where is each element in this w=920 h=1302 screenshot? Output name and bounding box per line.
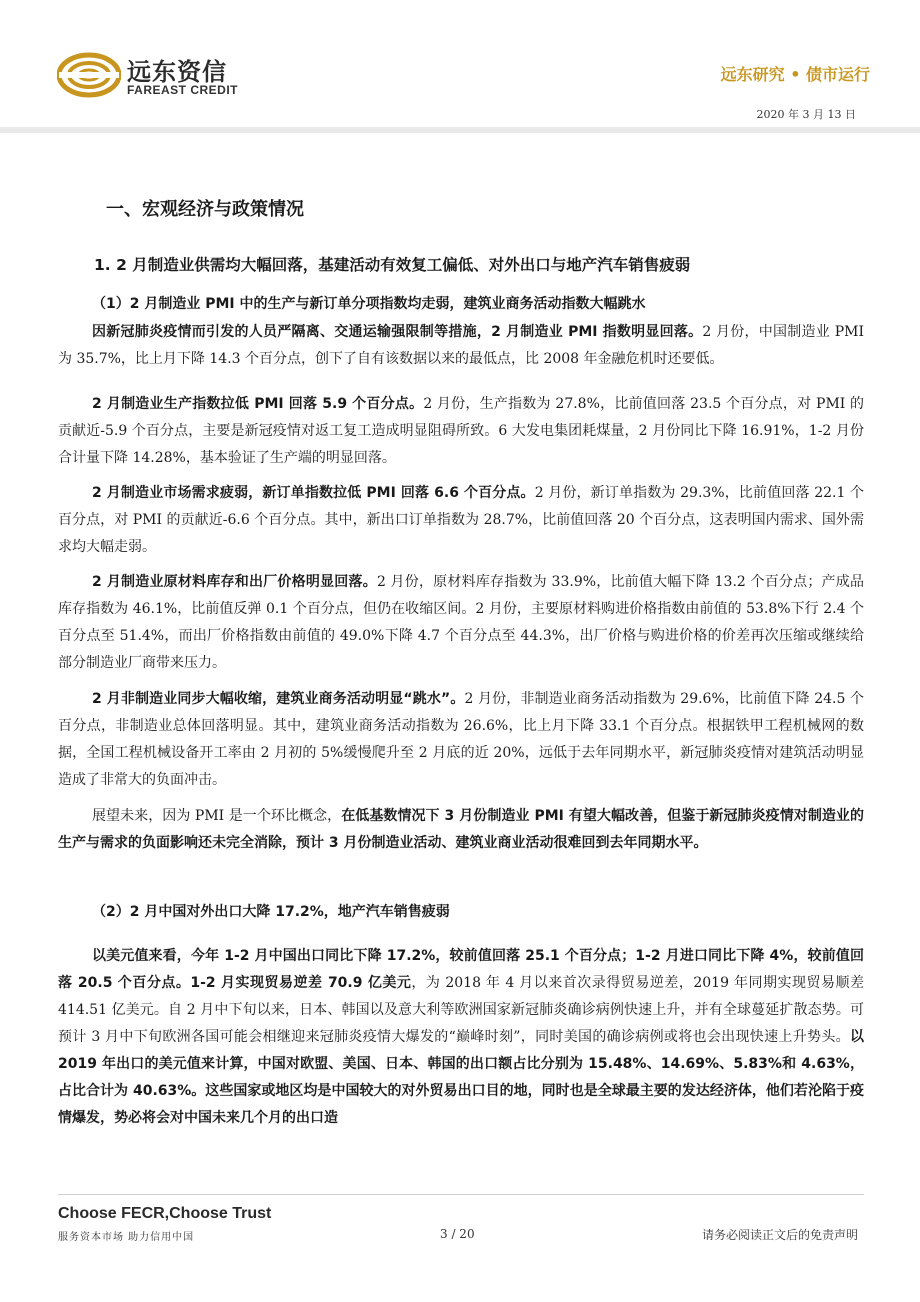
footer-divider: [58, 1194, 864, 1195]
paragraph-lead: 以美元值来看，今年 1-2 月中国出口同比下降 17.2%，较前值回落 25.1 个百分点；1-2 月进口同比下降 4%，较前值回落 20.5 个百分点。1-2 月实现贸易逆差 70.9 亿美元: [58, 948, 864, 991]
subsection-heading: 1. 2 月制造业供需均大幅回落，基建活动有效复工偏低、对外出口与地产汽车销售疲弱: [94, 256, 691, 274]
paragraph-text: 2 月份，原材料库存指数为 33.9%，比前值大幅下降 13.2 个百分点；产成品库存指数为 46.1%，比前值反弹 0.1 个百分点，但仍在收缩区间。2 月份，主要原材料购进价格指数由前值的 53.8%下行 2.4 个百分点至 51.4%，而出厂价格指数由前值的 49.0%下降 4.7 个百分点至 44.3%，出厂价格与购进价格的价差再次压缩或继续给部分制造业厂商带来压力。: [58, 574, 864, 671]
paragraph-text: 2 月份，中国制造业 PMI 为 35.7%，比上月下降 14.3 个百分点，创下了自有该数据以来的最低点，比 2008 年金融危机时还要低。: [58, 324, 865, 367]
logo-mark-icon: [57, 50, 121, 100]
report-date: 2020 年 3 月 13 日: [756, 108, 856, 121]
footer-disclaimer: 请务必阅读正文后的免责声明: [701, 1228, 858, 1242]
paragraph-text: 2 月份，非制造业商务活动指数为 29.6%，比前值下降 24.5 个百分点，非制造业总体回落明显。其中，建筑业商务活动指数为 26.6%，比上月下降 33.1 个百分点。根据铁甲工程机械网的数据，全国工程机械设备开工率由 2 月初的 5%缓慢爬升至 2 月底的近 20%，远低于去年同期水平，新冠肺炎疫情对建筑活动明显造成了非常大的负面冲击。: [58, 691, 864, 788]
paragraph-lead: 2 月制造业原材料库存和出厂价格明显回落。: [92, 574, 377, 590]
paragraph-emphasis: 在低基数情况下 3 月份制造业 PMI 有望大幅改善，但鉴于新冠肺炎疫情对制造业的生产与需求的负面影响还未完全消除，预计 3 月份制造业活动、建筑业商业活动很难回到去年同期水平。: [58, 808, 864, 851]
paragraph: [58, 803, 864, 857]
report-series: 远东研究 • 债市运行: [720, 65, 870, 84]
page-header: [0, 0, 920, 140]
brand-name-en: FAREAST CREDIT: [127, 83, 239, 97]
paragraph-text: 展望未来，因为 PMI 是一个环比概念，: [92, 808, 342, 824]
fareast-credit-logo: [57, 50, 257, 110]
page-number: 3 / 20: [440, 1227, 475, 1241]
paragraph-text: 2 月份，新订单指数为 29.3%，比前值回落 22.1 个百分点，对 PMI 的贡献近-6.6 个百分点。其中，新出口订单指数为 28.7%，比前值回落 20 个百分点，这表明国内需求、国外需求均大幅走弱。: [58, 485, 865, 555]
footer-slogan: Choose FECR,Choose Trust: [58, 1205, 272, 1222]
paragraph-lead: 因新冠肺炎疫情而引发的人员严隔离、交通运输强限制等措施，2 月制造业 PMI 指数明显回落。: [92, 324, 703, 340]
brand-name-cn: 远东资信: [127, 58, 227, 86]
footer-slogan-cn: 服务资本市场 助力信用中国: [58, 1232, 195, 1243]
paragraph: [58, 686, 864, 794]
paragraph-text: 2 月份，生产指数为 27.8%，比前值回落 23.5 个百分点，对 PMI 的贡献近-5.9 个百分点，主要是新冠疫情对返工复工造成明显阻碍所致。6 大发电集团耗煤量，2 月份同比下降 16.91%，1-2 月份合计量下降 14.28%，基本验证了生产端的明显回落。: [58, 396, 865, 466]
section-heading: 一、宏观经济与政策情况: [106, 199, 304, 220]
part2-heading: （2）2 月中国对外出口大降 17.2%，地产汽车销售疲弱: [92, 904, 450, 920]
paragraph-emphasis: 以 2019 年出口的美元值来计算，中国对欧盟、美国、日本、韩国的出口额占比分别为 15.48%、14.69%、5.83%和 4.63%，占比合计为 40.63%。这些国家或地区均是中国较大的对外贸易出口目的地，同时也是全球最主要的发达经济体，他们若沦陷于疫情爆发，势必将会对中国未来几个月的出口造: [58, 1029, 864, 1126]
paragraph-lead: 2 月制造业生产指数拉低 PMI 回落 5.9 个百分点。: [92, 396, 424, 412]
paragraph: [58, 391, 864, 472]
paragraph-lead: 2 月非制造业同步大幅收缩，建筑业商务活动明显“跳水”。: [92, 691, 465, 707]
paragraph: [58, 480, 864, 561]
paragraph: [58, 569, 864, 677]
paragraph-lead: 2 月制造业市场需求疲弱，新订单指数拉低 PMI 回落 6.6 个百分点。: [92, 485, 535, 501]
paragraph-text: ，为 2018 年 4 月以来首次录得贸易逆差，2019 年同期实现贸易顺差 414.51 亿美元。自 2 月中下旬以来，日本、韩国以及意大利等欧洲国家新冠肺炎确诊病例快速上升，并有全球蔓延扩散态势。可预计 3 月中下旬欧洲各国可能会相继迎来冠肺炎疫情大爆发的“巅峰时刻”，同时美国的确诊病例或将也会出现快速上升势头。: [58, 975, 864, 1045]
part1-heading: （1）2 月制造业 PMI 中的生产与新订单分项指数均走弱，建筑业商务活动指数大幅跳水: [92, 296, 646, 312]
paragraph: [58, 319, 864, 373]
header-divider: [0, 127, 920, 133]
paragraph: [58, 943, 864, 1132]
